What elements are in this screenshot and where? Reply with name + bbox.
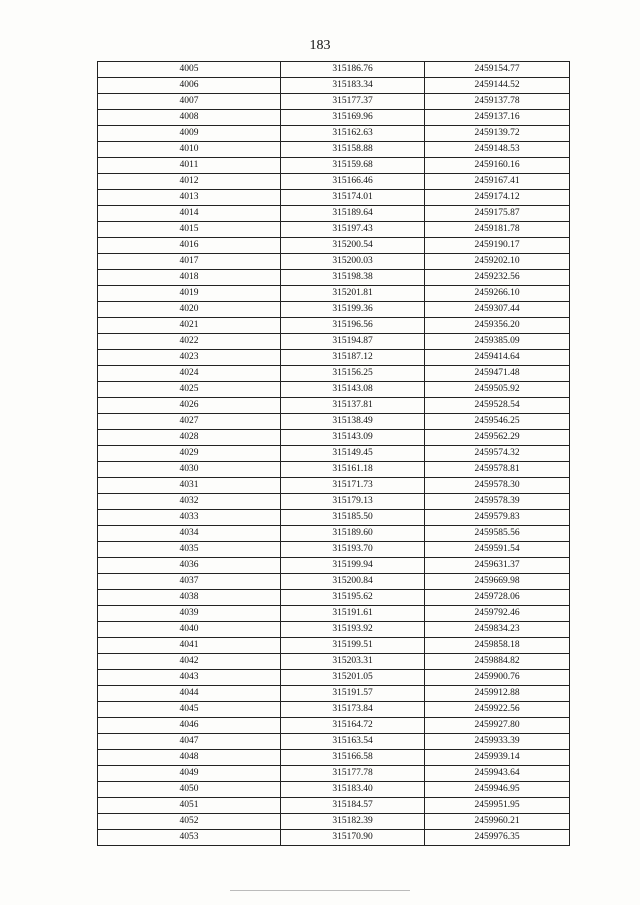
- y-coordinate-cell: 2459927.80: [425, 718, 570, 734]
- y-coordinate-cell: 2459160.16: [425, 158, 570, 174]
- y-coordinate-cell: 2459232.56: [425, 270, 570, 286]
- x-coordinate-cell: 315203.31: [281, 654, 425, 670]
- x-coordinate-cell: 315196.56: [281, 318, 425, 334]
- table-row: [98, 446, 570, 462]
- x-coordinate-cell: 315177.78: [281, 766, 425, 782]
- x-coordinate-cell: 315189.64: [281, 206, 425, 222]
- point-number-cell: 4017: [98, 254, 281, 270]
- table-row: [98, 750, 570, 766]
- x-coordinate-cell: 315200.54: [281, 238, 425, 254]
- point-number-cell: 4015: [98, 222, 281, 238]
- point-number-cell: 4036: [98, 558, 281, 574]
- point-number-cell: 4012: [98, 174, 281, 190]
- table-row: [98, 478, 570, 494]
- y-coordinate-cell: 2459546.25: [425, 414, 570, 430]
- x-coordinate-cell: 315137.81: [281, 398, 425, 414]
- point-number-cell: 4027: [98, 414, 281, 430]
- table-row: [98, 814, 570, 830]
- y-coordinate-cell: 2459578.39: [425, 494, 570, 510]
- x-coordinate-cell: 315166.58: [281, 750, 425, 766]
- point-number-cell: 4025: [98, 382, 281, 398]
- y-coordinate-cell: 2459307.44: [425, 302, 570, 318]
- point-number-cell: 4024: [98, 366, 281, 382]
- table-row: [98, 110, 570, 126]
- point-number-cell: 4049: [98, 766, 281, 782]
- point-number-cell: 4010: [98, 142, 281, 158]
- table-row: [98, 542, 570, 558]
- y-coordinate-cell: 2459148.53: [425, 142, 570, 158]
- point-number-cell: 4008: [98, 110, 281, 126]
- x-coordinate-cell: 315184.57: [281, 798, 425, 814]
- table-row: [98, 766, 570, 782]
- table-row: [98, 526, 570, 542]
- table-row: [98, 62, 570, 78]
- y-coordinate-cell: 2459579.83: [425, 510, 570, 526]
- page-number: 183: [309, 38, 331, 53]
- x-coordinate-cell: 315159.68: [281, 158, 425, 174]
- x-coordinate-cell: 315185.50: [281, 510, 425, 526]
- point-number-cell: 4051: [98, 798, 281, 814]
- x-coordinate-cell: 315191.61: [281, 606, 425, 622]
- table-row: [98, 718, 570, 734]
- y-coordinate-cell: 2459385.09: [425, 334, 570, 350]
- y-coordinate-cell: 2459951.95: [425, 798, 570, 814]
- table-row: [98, 94, 570, 110]
- point-number-cell: 4047: [98, 734, 281, 750]
- point-number-cell: 4046: [98, 718, 281, 734]
- point-number-cell: 4050: [98, 782, 281, 798]
- x-coordinate-cell: 315183.34: [281, 78, 425, 94]
- x-coordinate-cell: 315194.87: [281, 334, 425, 350]
- y-coordinate-cell: 2459266.10: [425, 286, 570, 302]
- x-coordinate-cell: 315174.01: [281, 190, 425, 206]
- x-coordinate-cell: 315182.39: [281, 814, 425, 830]
- y-coordinate-cell: 2459505.92: [425, 382, 570, 398]
- y-coordinate-cell: 2459137.16: [425, 110, 570, 126]
- point-number-cell: 4014: [98, 206, 281, 222]
- x-coordinate-cell: 315198.38: [281, 270, 425, 286]
- x-coordinate-cell: 315201.81: [281, 286, 425, 302]
- y-coordinate-cell: 2459562.29: [425, 430, 570, 446]
- point-number-cell: 4041: [98, 638, 281, 654]
- y-coordinate-cell: 2459884.82: [425, 654, 570, 670]
- table-row: [98, 654, 570, 670]
- y-coordinate-cell: 2459202.10: [425, 254, 570, 270]
- y-coordinate-cell: 2459669.98: [425, 574, 570, 590]
- y-coordinate-cell: 2459960.21: [425, 814, 570, 830]
- y-coordinate-cell: 2459190.17: [425, 238, 570, 254]
- table-row: [98, 302, 570, 318]
- point-number-cell: 4028: [98, 430, 281, 446]
- x-coordinate-cell: 315173.84: [281, 702, 425, 718]
- point-number-cell: 4045: [98, 702, 281, 718]
- x-coordinate-cell: 315171.73: [281, 478, 425, 494]
- point-number-cell: 4021: [98, 318, 281, 334]
- y-coordinate-cell: 2459591.54: [425, 542, 570, 558]
- x-coordinate-cell: 315179.13: [281, 494, 425, 510]
- point-number-cell: 4043: [98, 670, 281, 686]
- table-row: [98, 158, 570, 174]
- table-row: [98, 590, 570, 606]
- table-row: [98, 702, 570, 718]
- x-coordinate-cell: 315199.51: [281, 638, 425, 654]
- y-coordinate-cell: 2459356.20: [425, 318, 570, 334]
- table-row: [98, 382, 570, 398]
- coordinates-table: [97, 61, 570, 846]
- y-coordinate-cell: 2459137.78: [425, 94, 570, 110]
- point-number-cell: 4040: [98, 622, 281, 638]
- point-number-cell: 4018: [98, 270, 281, 286]
- x-coordinate-cell: 315162.63: [281, 126, 425, 142]
- y-coordinate-cell: 2459144.52: [425, 78, 570, 94]
- x-coordinate-cell: 315143.09: [281, 430, 425, 446]
- point-number-cell: 4038: [98, 590, 281, 606]
- x-coordinate-cell: 315200.03: [281, 254, 425, 270]
- point-number-cell: 4048: [98, 750, 281, 766]
- point-number-cell: 4009: [98, 126, 281, 142]
- table-row: [98, 622, 570, 638]
- point-number-cell: 4019: [98, 286, 281, 302]
- point-number-cell: 4042: [98, 654, 281, 670]
- table-row: [98, 174, 570, 190]
- point-number-cell: 4030: [98, 462, 281, 478]
- table-row: [98, 462, 570, 478]
- y-coordinate-cell: 2459528.54: [425, 398, 570, 414]
- point-number-cell: 4022: [98, 334, 281, 350]
- point-number-cell: 4023: [98, 350, 281, 366]
- table-row: [98, 318, 570, 334]
- x-coordinate-cell: 315187.12: [281, 350, 425, 366]
- x-coordinate-cell: 315193.92: [281, 622, 425, 638]
- table-row: [98, 638, 570, 654]
- y-coordinate-cell: 2459578.30: [425, 478, 570, 494]
- y-coordinate-cell: 2459154.77: [425, 62, 570, 78]
- table-row: [98, 190, 570, 206]
- table-row: [98, 574, 570, 590]
- point-number-cell: 4011: [98, 158, 281, 174]
- point-number-cell: 4031: [98, 478, 281, 494]
- x-coordinate-cell: 315197.43: [281, 222, 425, 238]
- point-number-cell: 4026: [98, 398, 281, 414]
- point-number-cell: 4037: [98, 574, 281, 590]
- y-coordinate-cell: 2459900.76: [425, 670, 570, 686]
- y-coordinate-cell: 2459728.06: [425, 590, 570, 606]
- point-number-cell: 4005: [98, 62, 281, 78]
- x-coordinate-cell: 315166.46: [281, 174, 425, 190]
- table-row: [98, 398, 570, 414]
- y-coordinate-cell: 2459939.14: [425, 750, 570, 766]
- table-row: [98, 686, 570, 702]
- x-coordinate-cell: 315138.49: [281, 414, 425, 430]
- table-row: [98, 350, 570, 366]
- table-row: [98, 494, 570, 510]
- table-row: [98, 142, 570, 158]
- y-coordinate-cell: 2459175.87: [425, 206, 570, 222]
- table-row: [98, 78, 570, 94]
- y-coordinate-cell: 2459139.72: [425, 126, 570, 142]
- y-coordinate-cell: 2459414.64: [425, 350, 570, 366]
- y-coordinate-cell: 2459943.64: [425, 766, 570, 782]
- y-coordinate-cell: 2459181.78: [425, 222, 570, 238]
- x-coordinate-cell: 315156.25: [281, 366, 425, 382]
- table-row: [98, 366, 570, 382]
- y-coordinate-cell: 2459946.95: [425, 782, 570, 798]
- table-row: [98, 798, 570, 814]
- table-row: [98, 430, 570, 446]
- x-coordinate-cell: 315200.84: [281, 574, 425, 590]
- x-coordinate-cell: 315143.08: [281, 382, 425, 398]
- y-coordinate-cell: 2459858.18: [425, 638, 570, 654]
- table-row: [98, 670, 570, 686]
- table-row: [98, 334, 570, 350]
- y-coordinate-cell: 2459174.12: [425, 190, 570, 206]
- y-coordinate-cell: 2459912.88: [425, 686, 570, 702]
- x-coordinate-cell: 315191.57: [281, 686, 425, 702]
- x-coordinate-cell: 315199.94: [281, 558, 425, 574]
- point-number-cell: 4039: [98, 606, 281, 622]
- point-number-cell: 4053: [98, 830, 281, 846]
- point-number-cell: 4006: [98, 78, 281, 94]
- y-coordinate-cell: 2459631.37: [425, 558, 570, 574]
- y-coordinate-cell: 2459167.41: [425, 174, 570, 190]
- x-coordinate-cell: 315164.72: [281, 718, 425, 734]
- y-coordinate-cell: 2459834.23: [425, 622, 570, 638]
- point-number-cell: 4016: [98, 238, 281, 254]
- x-coordinate-cell: 315183.40: [281, 782, 425, 798]
- table-row: [98, 414, 570, 430]
- x-coordinate-cell: 315169.96: [281, 110, 425, 126]
- point-number-cell: 4020: [98, 302, 281, 318]
- table-row: [98, 238, 570, 254]
- table-row: [98, 606, 570, 622]
- point-number-cell: 4034: [98, 526, 281, 542]
- point-number-cell: 4007: [98, 94, 281, 110]
- coordinates-table-body: [98, 62, 570, 846]
- table-row: [98, 206, 570, 222]
- y-coordinate-cell: 2459976.35: [425, 830, 570, 846]
- table-row: [98, 510, 570, 526]
- y-coordinate-cell: 2459933.39: [425, 734, 570, 750]
- table-row: [98, 254, 570, 270]
- x-coordinate-cell: 315201.05: [281, 670, 425, 686]
- x-coordinate-cell: 315193.70: [281, 542, 425, 558]
- y-coordinate-cell: 2459574.32: [425, 446, 570, 462]
- point-number-cell: 4032: [98, 494, 281, 510]
- x-coordinate-cell: 315189.60: [281, 526, 425, 542]
- point-number-cell: 4035: [98, 542, 281, 558]
- x-coordinate-cell: 315161.18: [281, 462, 425, 478]
- y-coordinate-cell: 2459471.48: [425, 366, 570, 382]
- x-coordinate-cell: 315163.54: [281, 734, 425, 750]
- x-coordinate-cell: 315199.36: [281, 302, 425, 318]
- table-row: [98, 558, 570, 574]
- table-row: [98, 222, 570, 238]
- point-number-cell: 4044: [98, 686, 281, 702]
- x-coordinate-cell: 315170.90: [281, 830, 425, 846]
- point-number-cell: 4033: [98, 510, 281, 526]
- x-coordinate-cell: 315195.62: [281, 590, 425, 606]
- y-coordinate-cell: 2459578.81: [425, 462, 570, 478]
- x-coordinate-cell: 315149.45: [281, 446, 425, 462]
- bottom-divider: [230, 890, 410, 891]
- table-row: [98, 270, 570, 286]
- y-coordinate-cell: 2459922.56: [425, 702, 570, 718]
- y-coordinate-cell: 2459585.56: [425, 526, 570, 542]
- table-row: [98, 734, 570, 750]
- table-row: [98, 126, 570, 142]
- table-row: [98, 830, 570, 846]
- point-number-cell: 4029: [98, 446, 281, 462]
- table-row: [98, 782, 570, 798]
- point-number-cell: 4052: [98, 814, 281, 830]
- x-coordinate-cell: 315158.88: [281, 142, 425, 158]
- y-coordinate-cell: 2459792.46: [425, 606, 570, 622]
- table-row: [98, 286, 570, 302]
- point-number-cell: 4013: [98, 190, 281, 206]
- x-coordinate-cell: 315186.76: [281, 62, 425, 78]
- x-coordinate-cell: 315177.37: [281, 94, 425, 110]
